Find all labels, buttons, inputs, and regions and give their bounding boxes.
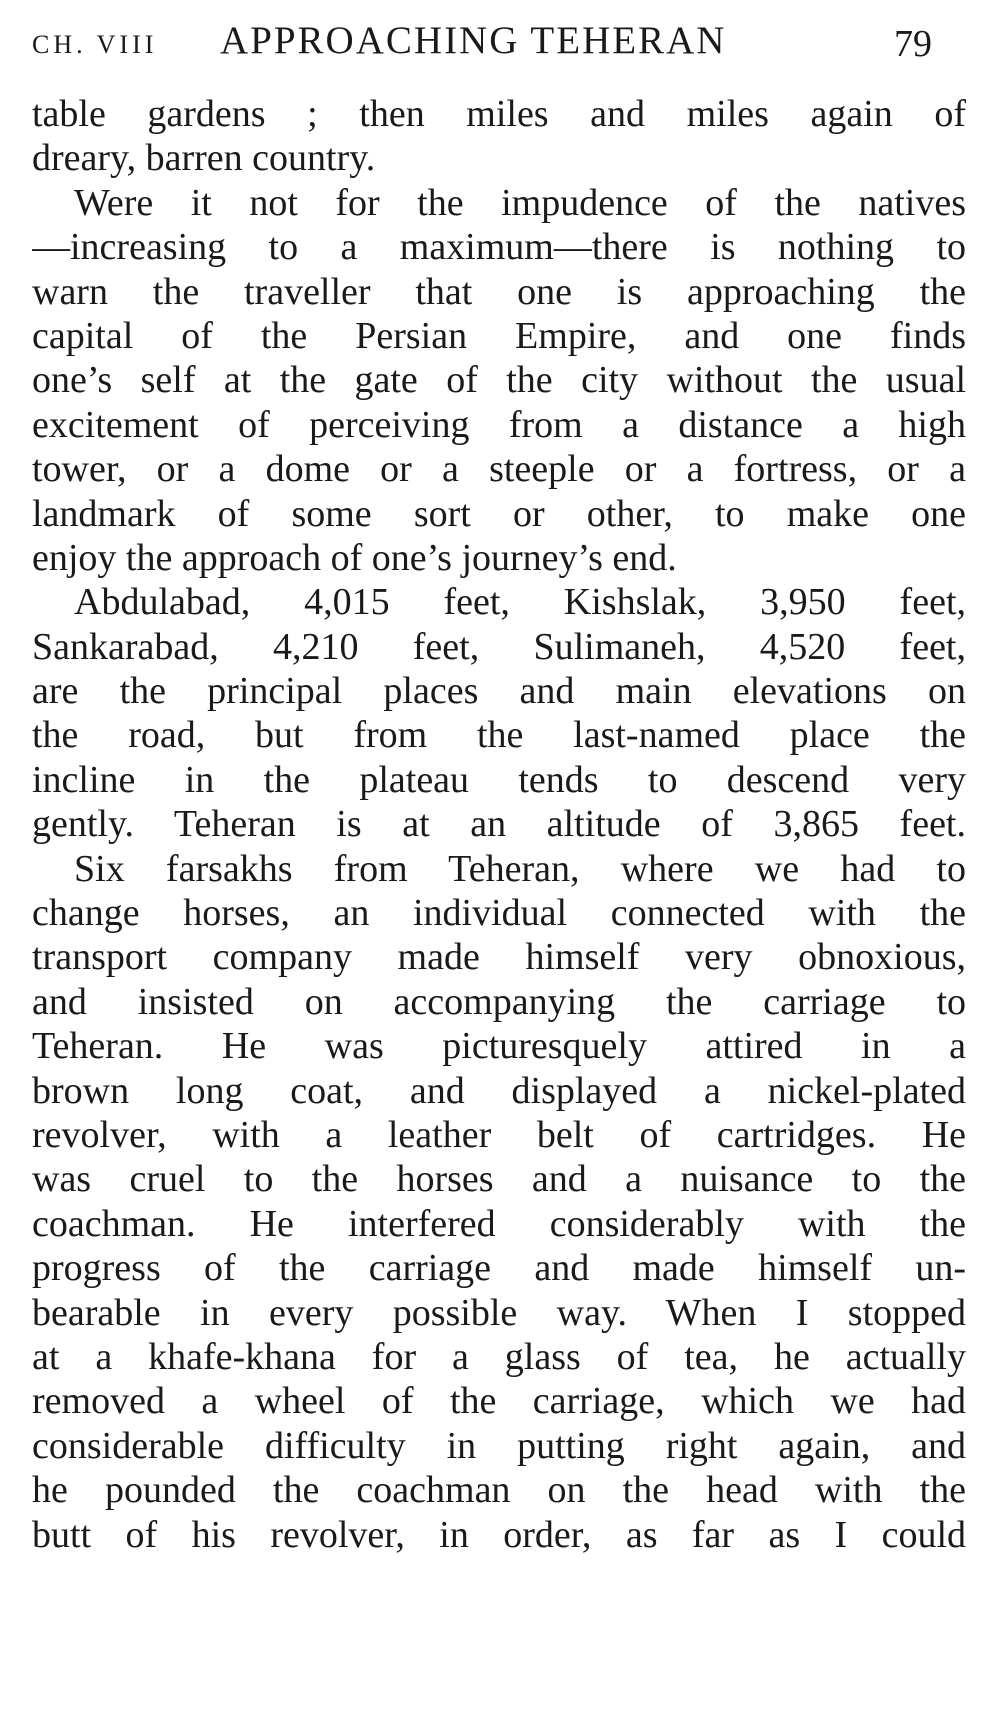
text-line: Sankarabad, 4,210 feet, Sulimaneh, 4,520 feet, (32, 625, 966, 668)
text-line: excitement of perceiving from a distance a high (32, 403, 966, 446)
text-line: the road, but from the last-named place the (32, 714, 966, 757)
text-line: revolver, with a leather belt of cartridges. He (32, 1113, 966, 1156)
chapter-label: CH. VIII (32, 30, 158, 59)
text-line: removed a wheel of the carriage, which we had (32, 1380, 966, 1423)
text-line: considerable difficulty in putting right again, and (32, 1424, 966, 1467)
text-line: was cruel to the horses and a nuisance to the (32, 1158, 966, 1201)
text-line: coachman. He interfered considerably with the (32, 1202, 966, 1245)
text-line: Were it not for the impudence of the natives (74, 181, 966, 224)
running-title: APPROACHING TEHERAN (220, 19, 727, 62)
text-line: landmark of some sort or other, to make one (32, 492, 966, 535)
text-line: enjoy the approach of one’s journey’s end. (32, 536, 677, 579)
text-line: one’s self at the gate of the city without the usual (32, 359, 966, 402)
text-line: bearable in every possible way. When I stopped (32, 1291, 966, 1334)
text-line: —increasing to a maximum—there is nothing to (32, 226, 966, 269)
text-line: table gardens ; then miles and miles again of (32, 93, 966, 135)
text-line: at a khafe-khana for a glass of tea, he actually (32, 1335, 966, 1378)
paragraph (32, 847, 966, 1557)
text-line: are the principal places and main elevations on (32, 670, 966, 713)
text-line: incline in the plateau tends to descend very (32, 758, 966, 801)
text-line: Teheran. He was picturesquely attired in a (32, 1025, 966, 1068)
text-line: transport company made himself very obnoxious, (32, 936, 966, 979)
body-text (32, 92, 966, 1557)
page-number: 79 (894, 23, 932, 65)
text-line: dreary, barren country. (32, 137, 376, 180)
text-line: Abdulabad, 4,015 feet, Kishslak, 3,950 feet, (74, 581, 966, 624)
running-head (32, 18, 968, 78)
paragraph (32, 92, 966, 181)
text-line: change horses, an individual connected with the (32, 892, 966, 935)
text-line: gently. Teheran is at an altitude of 3,865 feet. (32, 803, 966, 846)
text-line: butt of his revolver, in order, as far as I could (32, 1513, 966, 1556)
paragraph (32, 580, 966, 846)
text-line: he pounded the coachman on the head with the (32, 1469, 966, 1512)
text-line: tower, or a dome or a steeple or a fortress, or a (32, 448, 966, 491)
text-line: warn the traveller that one is approaching the (32, 270, 966, 313)
text-line: and insisted on accompanying the carriage to (32, 980, 966, 1023)
text-line: Six farsakhs from Teheran, where we had to (74, 847, 966, 890)
text-line: capital of the Persian Empire, and one finds (32, 314, 966, 357)
text-line: progress of the carriage and made himself un- (32, 1247, 966, 1290)
text-line: brown long coat, and displayed a nickel-plated (32, 1069, 966, 1112)
paragraph (32, 181, 966, 581)
